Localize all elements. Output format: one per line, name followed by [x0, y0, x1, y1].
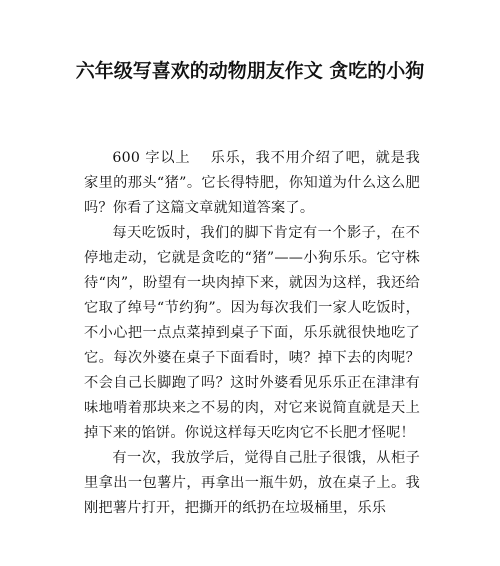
- document-body: [84, 146, 420, 521]
- paragraph-1: 600 字以上 乐乐，我不用介绍了吧，就是我家里的那头“猪”。它长得特肥，你知道为什么这么肥吗？你看了这篇文章就知道答案了。: [84, 150, 420, 216]
- document-title: 六年级写喜欢的动物朋友作文 贪吃的小狗: [75, 60, 425, 82]
- paragraph-2: 每天吃饭时，我们的脚下肯定有一个影子，在不停地走动，它就是贪吃的“猪”——小狗乐乐。它守株待“肉”，盼望有一块肉掉下来，就因为这样，我还给它取了绰号“节约狗”。因为每次我们一家人吃饭时，不小心把一点点菜掉到桌子下面，乐乐就很快地吃了它。每次外婆在桌子下面看时，咦？掉下去的肉呢？不会自己长脚跑了吗？这时外婆看见乐乐正在津津有味地啃着那块来之不易的肉，对它来说简直就是天上掉下来的馅饼。你说这样每天吃肉它不长肥才怪呢！: [84, 225, 420, 441]
- paragraph-3: 有一次，我放学后，觉得自己肚子很饿，从柜子里拿出一包薯片，再拿出一瓶牛奶，放在桌子上。我刚把薯片打开，把撕开的纸扔在垃圾桶里，乐乐: [84, 450, 420, 516]
